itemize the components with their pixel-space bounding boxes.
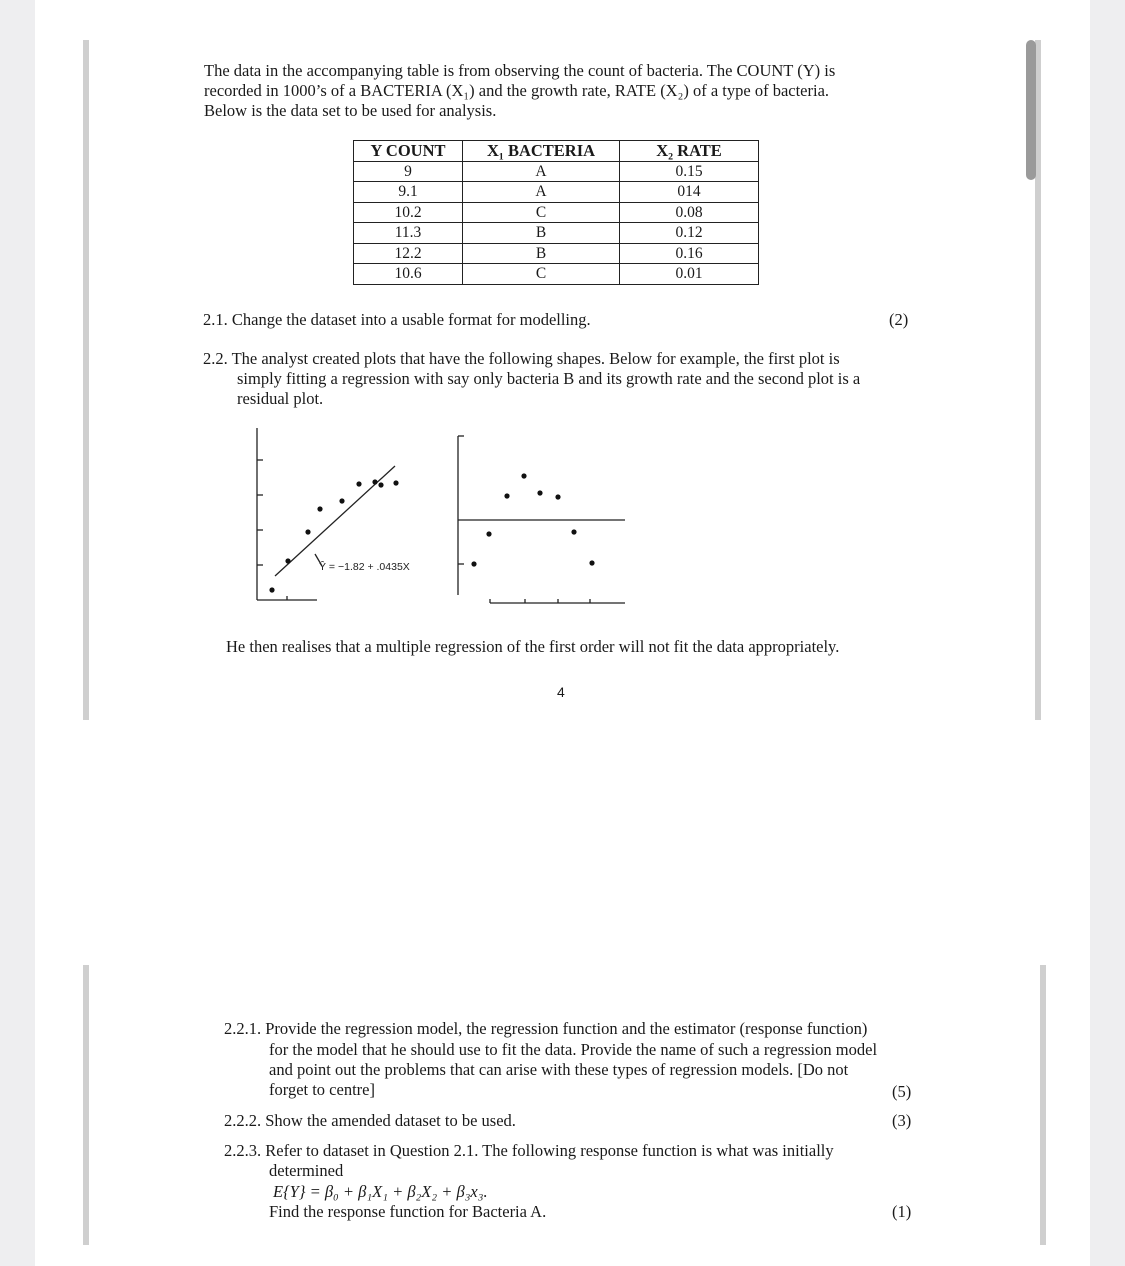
header-x1-bacteria: X₁ BACTERIA <box>463 141 620 162</box>
data-point <box>317 506 322 511</box>
header-y-count: Y COUNT <box>354 141 463 162</box>
cell-count: 9 <box>354 161 463 182</box>
question-2-2-3-line-2: determined <box>269 1161 344 1180</box>
regression-fit-plot <box>245 420 435 605</box>
question-2-2-1-line-4: forget to centre] <box>269 1080 375 1099</box>
residual-plot <box>450 430 630 610</box>
data-point <box>269 587 274 592</box>
cell-rate: 014 <box>620 182 759 203</box>
table-row <box>354 243 759 264</box>
page2-right-edge <box>1040 965 1046 1245</box>
question-2-1: 2.1. Change the dataset into a usable format for modelling. <box>203 310 591 329</box>
data-point <box>285 558 290 563</box>
residual-point <box>504 493 509 498</box>
table-row <box>354 223 759 244</box>
table-row <box>354 202 759 223</box>
cell-count: 9.1 <box>354 182 463 203</box>
residual-point <box>571 529 576 534</box>
cell-rate: 0.08 <box>620 202 759 223</box>
data-table <box>353 140 759 285</box>
question-2-2-3-line-1: 2.2.3. Refer to dataset in Question 2.1. The following response function is what was initially <box>224 1141 834 1160</box>
question-2-2-2: 2.2.2. Show the amended dataset to be used. <box>224 1111 516 1130</box>
cell-rate: 0.01 <box>620 264 759 285</box>
cell-rate: 0.15 <box>620 161 759 182</box>
residual-point <box>521 473 526 478</box>
data-point <box>393 480 398 485</box>
question-2-2-line-2: simply fitting a regression with say only bacteria B and its growth rate and the second plot is a <box>237 369 861 388</box>
cell-count: 11.3 <box>354 223 463 244</box>
cell-bacteria: B <box>463 223 620 244</box>
data-point <box>339 498 344 503</box>
table-header-row <box>354 141 759 162</box>
residual-point <box>486 531 491 536</box>
cell-rate: 0.12 <box>620 223 759 244</box>
residual-point <box>555 494 560 499</box>
question-2-1-marks: (2) <box>889 310 909 329</box>
regression-equation-label: Ŷ = −1.82 + .0435X <box>319 561 410 573</box>
data-point <box>378 482 383 487</box>
question-2-2-1-marks: (5) <box>892 1082 912 1101</box>
question-2-2-3-marks: (1) <box>892 1202 912 1221</box>
cell-bacteria: A <box>463 182 620 203</box>
question-2-2-1-line-3: and point out the problems that can arise with these types of regression models. [Do not <box>269 1060 849 1079</box>
conclusion-text: He then realises that a multiple regression of the first order will not fit the data appropriately. <box>226 637 840 656</box>
cell-bacteria: C <box>463 202 620 223</box>
data-point <box>356 481 361 486</box>
intro-line-2: recorded in 1000’s of a BACTERIA (X₁) and the growth rate, RATE (X₂) of a type of bacteria. <box>204 81 830 100</box>
question-2-2-2-marks: (3) <box>892 1111 912 1130</box>
response-function-equation: E{Y} = β₀ + β₁X₁ + β₂X₂ + β₃x₃. <box>273 1182 488 1201</box>
cell-rate: 0.16 <box>620 243 759 264</box>
question-2-2-line-1: 2.2. The analyst created plots that have the following shapes. Below for example, the first plot is <box>203 349 840 368</box>
cell-count: 10.2 <box>354 202 463 223</box>
data-point <box>372 479 377 484</box>
table-row <box>354 264 759 285</box>
page-number: 4 <box>557 684 565 700</box>
residual-point <box>589 560 594 565</box>
page1-left-edge <box>83 40 89 720</box>
question-2-2-line-3: residual plot. <box>237 389 324 408</box>
question-2-2-1-line-2: for the model that he should use to fit the data. Provide the name of such a regression model <box>269 1040 878 1059</box>
table-row <box>354 161 759 182</box>
page2-left-edge <box>83 965 89 1245</box>
scrollbar-thumb[interactable] <box>1026 40 1036 180</box>
cell-bacteria: A <box>463 161 620 182</box>
data-point <box>305 529 310 534</box>
intro-line-3: Below is the data set to be used for analysis. <box>204 101 497 120</box>
residual-point <box>471 561 476 566</box>
cell-count: 10.6 <box>354 264 463 285</box>
question-2-2-1-line-1: 2.2.1. Provide the regression model, the regression function and the estimator (response function) <box>224 1019 868 1038</box>
cell-bacteria: C <box>463 264 620 285</box>
cell-bacteria: B <box>463 243 620 264</box>
header-x2-rate: X₂ RATE <box>620 141 759 162</box>
table-row <box>354 182 759 203</box>
question-2-2-3-instruction: Find the response function for Bacteria A. <box>269 1202 547 1221</box>
residual-point <box>537 490 542 495</box>
cell-count: 12.2 <box>354 243 463 264</box>
intro-line-1: The data in the accompanying table is from observing the count of bacteria. The COUNT (Y) is <box>204 61 836 80</box>
